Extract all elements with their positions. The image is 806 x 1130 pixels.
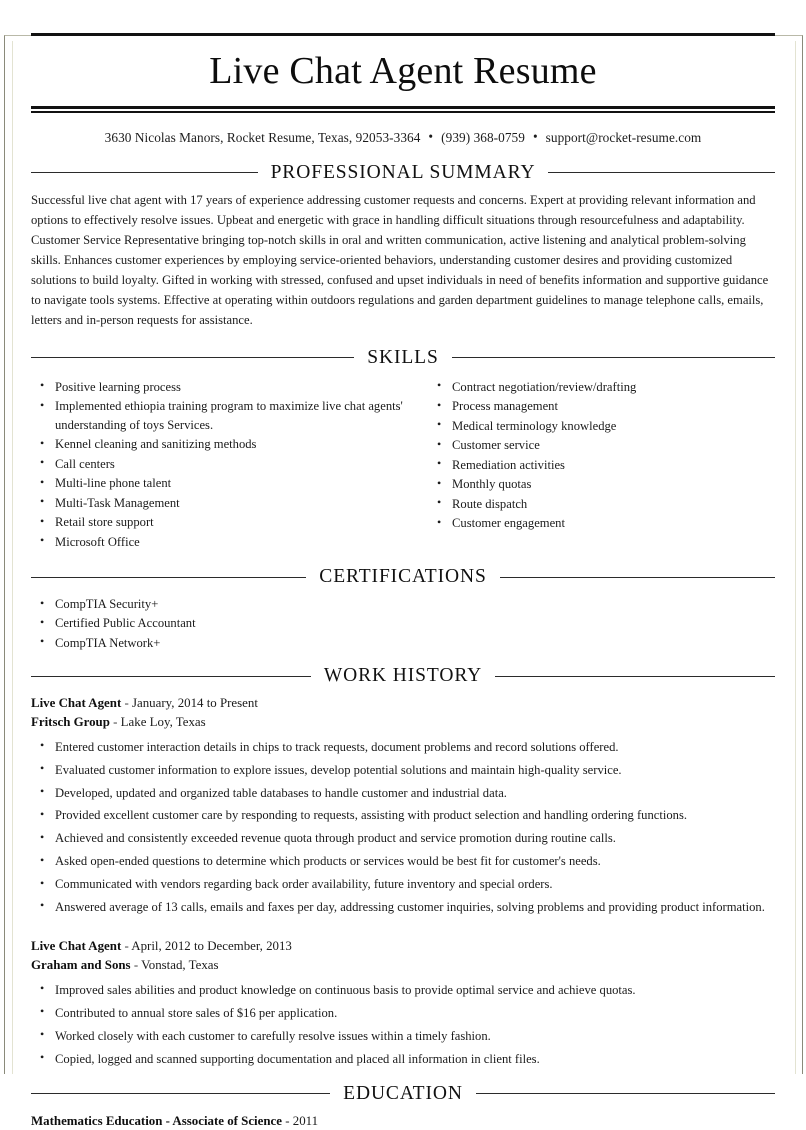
job-entry xyxy=(31,937,775,1068)
list-item: • Multi-line phone talent xyxy=(31,474,426,493)
list-item: • Multi-Task Management xyxy=(31,494,426,513)
section-heading xyxy=(31,665,775,687)
list-item: • Remediation activities xyxy=(428,456,775,475)
job-dates: January, 2014 to Present xyxy=(132,696,258,711)
list-item: • Process management xyxy=(428,397,775,416)
job-company-line xyxy=(31,956,775,974)
resume-page xyxy=(0,33,806,1128)
heading-rule-right xyxy=(452,357,775,358)
job-company-line xyxy=(31,713,775,731)
job-bullets xyxy=(31,738,775,917)
resume-header xyxy=(31,33,775,146)
skills-list-left xyxy=(31,378,426,552)
section-heading xyxy=(31,162,775,184)
list-item: • Certified Public Accountant xyxy=(31,614,775,632)
header-rule-bottom xyxy=(31,106,775,113)
list-item: • Microsoft Office xyxy=(31,533,426,552)
heading-rule-right xyxy=(500,577,775,578)
list-item: • Contributed to annual store sales of $16 per application. xyxy=(31,1004,775,1022)
list-item: • Developed, updated and organized table databases to handle customer and industrial data. xyxy=(31,784,775,802)
section-title-skills: SKILLS xyxy=(367,346,439,368)
section-skills xyxy=(31,347,775,553)
job-role-line xyxy=(31,937,775,955)
heading-rule-left xyxy=(31,577,306,578)
section-title-education: EDUCATION xyxy=(343,1082,463,1104)
list-item: • Kennel cleaning and sanitizing methods xyxy=(31,435,426,454)
job-bullets xyxy=(31,981,775,1068)
job-company: Graham and Sons xyxy=(31,957,131,972)
certifications-list xyxy=(31,595,775,652)
list-item: • Retail store support xyxy=(31,513,426,532)
section-title-summary: PROFESSIONAL SUMMARY xyxy=(270,161,536,183)
list-item: • Contract negotiation/review/drafting xyxy=(428,378,775,397)
section-certifications xyxy=(31,566,775,652)
job-separator: - xyxy=(113,714,118,729)
job-location: Lake Loy, Texas xyxy=(120,714,206,729)
list-item: • Evaluated customer information to explore issues, develop potential solutions and maintain high-quality service. xyxy=(31,761,775,779)
list-item: • Copied, logged and scanned supporting documentation and placed all information in client files. xyxy=(31,1050,775,1068)
list-item: • Entered customer interaction details in chips to track requests, document problems and record solutions offered. xyxy=(31,738,775,756)
section-title-work-history: WORK HISTORY xyxy=(323,665,483,687)
heading-rule-left xyxy=(31,172,258,173)
job-role: Live Chat Agent xyxy=(31,696,122,711)
heading-rule-right xyxy=(476,1093,775,1094)
list-item: • Communicated with vendors regarding back order availability, future inventory and special orders. xyxy=(31,875,775,893)
contact-line xyxy=(31,130,775,146)
list-item: • Implemented ethiopia training program to maximize live chat agents' understanding of toys Services. xyxy=(31,397,426,434)
contact-address: 3630 Nicolas Manors, Rocket Resume, Texas, 92053-3364 xyxy=(104,129,421,145)
heading-rule-left xyxy=(31,1093,330,1094)
job-entry xyxy=(31,694,775,916)
list-item: • Customer service xyxy=(428,436,775,455)
job-role-line xyxy=(31,694,775,712)
list-item: • Customer engagement xyxy=(428,514,775,533)
list-item: • Improved sales abilities and product knowledge on continuous basis to provide optimal service and achieve quotas. xyxy=(31,981,775,999)
contact-phone: (939) 368-0759 xyxy=(441,129,525,145)
skills-list-right xyxy=(428,378,775,533)
list-item: • Achieved and consistently exceeded revenue quota through product and service promotion during routine calls. xyxy=(31,829,775,847)
list-item: • Medical terminology knowledge xyxy=(428,417,775,436)
list-item: • Route dispatch xyxy=(428,495,775,514)
job-separator: - xyxy=(124,696,129,711)
heading-rule-right xyxy=(495,676,775,677)
list-item: • Positive learning process xyxy=(31,378,426,397)
heading-rule-left xyxy=(31,676,311,677)
list-item: • CompTIA Network+ xyxy=(31,634,775,652)
list-item: • Answered average of 13 calls, emails and faxes per day, addressing customer inquiries, solving problems and providing product information. xyxy=(31,898,775,916)
job-role: Live Chat Agent xyxy=(31,939,122,954)
job-separator: - xyxy=(124,939,129,954)
job-location: Vonstad, Texas xyxy=(141,957,219,972)
list-item: • Provided excellent customer care by responding to requests, assisting with product selection and handling ordering functions. xyxy=(31,806,775,824)
section-heading xyxy=(31,1083,775,1105)
education-degree: Mathematics Education - Associate of Science xyxy=(31,1113,282,1128)
contact-separator-1: • xyxy=(428,128,434,144)
list-item: • Call centers xyxy=(31,455,426,474)
skills-columns xyxy=(31,376,775,553)
list-item: • Worked closely with each customer to carefully resolve issues within a timely fashion. xyxy=(31,1027,775,1045)
header-rule-top xyxy=(31,33,775,36)
summary-text: Successful live chat agent with 17 years of experience addressing customer requests and concerns. Expert at providing relevant information and options to effectively resolve issues. Upbeat and energetic with grace in handling difficult situations through resourcefulness and adaptability. Customer Service Representative bringing top-notch skills in oral and written communication, active listening and analytical problem-solving skills. Enhances customer experiences by employing service-oriented behaviors, understanding customer desires and providing customized solutions to build loyalty. Gifted in working with stressed, confused and upset individuals in need of benefits information and supportive guidance to navigate tools systems. Effective at operating within outdoors regulations and garden department guidelines to manage telephone calls, emails, letters and in-person requests for assistance. xyxy=(31,192,769,327)
section-professional-summary xyxy=(31,162,775,331)
section-work-history xyxy=(31,665,775,1068)
list-item: • CompTIA Security+ xyxy=(31,595,775,613)
job-dates: April, 2012 to December, 2013 xyxy=(131,939,292,954)
job-company: Fritsch Group xyxy=(31,714,110,729)
resume-content xyxy=(0,33,806,1130)
list-item: • Asked open-ended questions to determine which products or services would be best fit for customer's needs. xyxy=(31,852,775,870)
page-title: Live Chat Agent Resume xyxy=(209,50,597,92)
heading-rule-left xyxy=(31,357,354,358)
education-entry xyxy=(31,1112,775,1130)
section-title-certifications: CERTIFICATIONS xyxy=(319,566,487,588)
contact-email[interactable]: support@rocket-resume.com xyxy=(545,129,702,145)
section-heading xyxy=(31,566,775,588)
contact-separator-2: • xyxy=(532,128,538,144)
job-separator: - xyxy=(133,957,139,972)
education-separator: - xyxy=(285,1113,290,1128)
skills-column-right xyxy=(426,376,775,534)
heading-rule-right xyxy=(548,172,775,173)
section-education xyxy=(31,1083,775,1130)
skills-column-left xyxy=(31,376,426,553)
list-item: • Monthly quotas xyxy=(428,475,775,494)
education-year: 2011 xyxy=(292,1113,319,1128)
section-heading xyxy=(31,347,775,369)
